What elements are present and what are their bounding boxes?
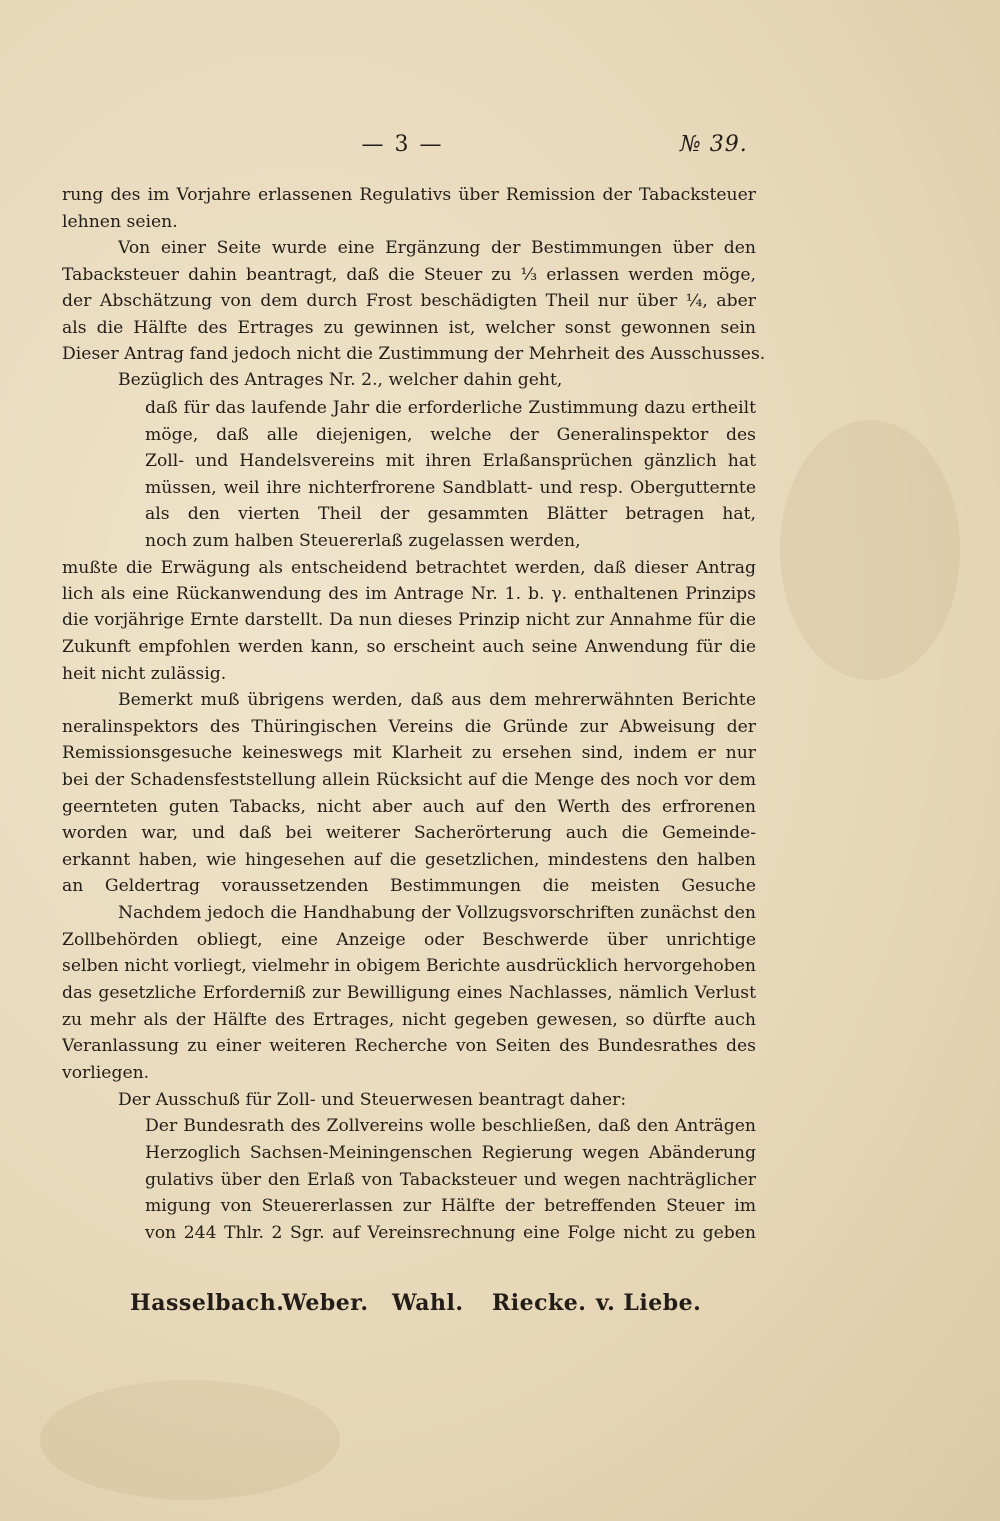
text-line: geernteten guten Tabacks, nicht aber auch auf den Werth des erfrorenen (62, 797, 756, 817)
text-line: gulativs über den Erlaß von Tabacksteuer und wegen nachträglicher (145, 1170, 756, 1190)
text-line: Zukunft empfohlen werden kann, so erscheint auch seine Anwendung für die (62, 637, 756, 657)
text-line: Remissionsgesuche keineswegs mit Klarheit zu ersehen sind, indem er nur (62, 743, 756, 763)
text-line: als die Hälfte des Ertrages zu gewinnen ist, welcher sonst gewonnen sein (62, 318, 756, 338)
text-line: erkannt haben, wie hingesehen auf die gesetzlichen, mindestens den halben (62, 850, 756, 870)
text-line: neralinspektors des Thüringischen Vereins die Gründe zur Abweisung der (62, 717, 756, 737)
text-line: daß für das laufende Jahr die erforderliche Zustimmung dazu ertheilt (145, 398, 756, 418)
signature-name: Weber. (282, 1290, 369, 1316)
signature-name: Riecke. (492, 1290, 587, 1316)
text-line: rung des im Vorjahre erlassenen Regulativs über Remission der Tabacksteuer (62, 185, 756, 205)
text-line: noch zum halben Steuererlaß zugelassen werden, (145, 531, 581, 551)
text-line: Bezüglich des Antrages Nr. 2., welcher dahin geht, (118, 370, 563, 390)
signature-block (130, 1290, 730, 1326)
signature-name: Hasselbach. (130, 1290, 285, 1316)
text-line: müssen, weil ihre nichterfrorene Sandblatt- und resp. Obergutternte (145, 478, 756, 498)
page-header (0, 128, 1000, 164)
text-line: Der Ausschuß für Zoll- und Steuerwesen beantragt daher: (118, 1090, 627, 1110)
paper-stain (40, 1380, 340, 1500)
text-line: vorliegen. (62, 1063, 150, 1083)
text-line: lich als eine Rückanwendung des im Antrage Nr. 1. b. γ. enthaltenen Prinzips (62, 584, 756, 604)
text-line: migung von Steuererlassen zur Hälfte der betreffenden Steuer im (145, 1196, 756, 1216)
text-line: möge, daß alle diejenigen, welche der Generalinspektor des (145, 425, 756, 445)
text-line: Von einer Seite wurde eine Ergänzung der Bestimmungen über den (118, 238, 756, 258)
text-line: der Abschätzung von dem durch Frost beschädigten Theil nur über ¼, aber (62, 291, 756, 311)
text-line: von 244 Thlr. 2 Sgr. auf Vereinsrechnung eine Folge nicht zu geben (145, 1223, 756, 1243)
text-line: zu mehr als der Hälfte des Ertrages, nicht gegeben gewesen, so dürfte auch (62, 1010, 756, 1030)
signature-name: Wahl. (392, 1290, 464, 1316)
document-number: № 39. (680, 132, 748, 157)
paper-stain (780, 420, 960, 680)
text-line: das gesetzliche Erforderniß zur Bewilligung eines Nachlasses, nämlich Verlust (62, 983, 756, 1003)
text-line: als den vierten Theil der gesammten Blätter betragen hat, (145, 504, 756, 524)
text-line: bei der Schadensfeststellung allein Rücksicht auf die Menge des noch vor dem (62, 770, 756, 790)
text-line: Zollbehörden obliegt, eine Anzeige oder Beschwerde über unrichtige (62, 930, 756, 950)
page-number: — 3 — (361, 132, 444, 157)
text-line: an Geldertrag voraussetzenden Bestimmungen die meisten Gesuche (62, 876, 756, 896)
text-line: Bemerkt muß übrigens werden, daß aus dem mehrerwähnten Berichte (118, 690, 756, 710)
text-line: Dieser Antrag fand jedoch nicht die Zustimmung der Mehrheit des Ausschusses. (62, 344, 766, 364)
text-line: Der Bundesrath des Zollvereins wolle beschließen, daß den Anträgen (145, 1116, 756, 1136)
text-line: worden war, und daß bei weiterer Sacherörterung auch die Gemeinde- (62, 823, 756, 843)
text-line: die vorjährige Ernte darstellt. Da nun dieses Prinzip nicht zur Annahme für die (62, 610, 756, 630)
signature-name: v. Liebe. (596, 1290, 702, 1316)
text-line: selben nicht vorliegt, vielmehr in obigem Berichte ausdrücklich hervorgehoben (62, 956, 756, 976)
text-line: Zoll- und Handelsvereins mit ihren Erlaßansprüchen gänzlich hat (145, 451, 756, 471)
text-line: heit nicht zulässig. (62, 664, 227, 684)
text-line: Nachdem jedoch die Handhabung der Vollzugsvorschriften zunächst den (118, 903, 756, 923)
text-line: lehnen seien. (62, 212, 178, 232)
text-line: Tabacksteuer dahin beantragt, daß die Steuer zu ⅓ erlassen werden möge, (62, 265, 756, 285)
text-line: mußte die Erwägung als entscheidend betrachtet werden, daß dieser Antrag (62, 558, 756, 578)
text-line: Veranlassung zu einer weiteren Recherche von Seiten des Bundesrathes des (62, 1036, 756, 1056)
text-line: Herzoglich Sachsen-Meiningenschen Regierung wegen Abänderung (145, 1143, 756, 1163)
